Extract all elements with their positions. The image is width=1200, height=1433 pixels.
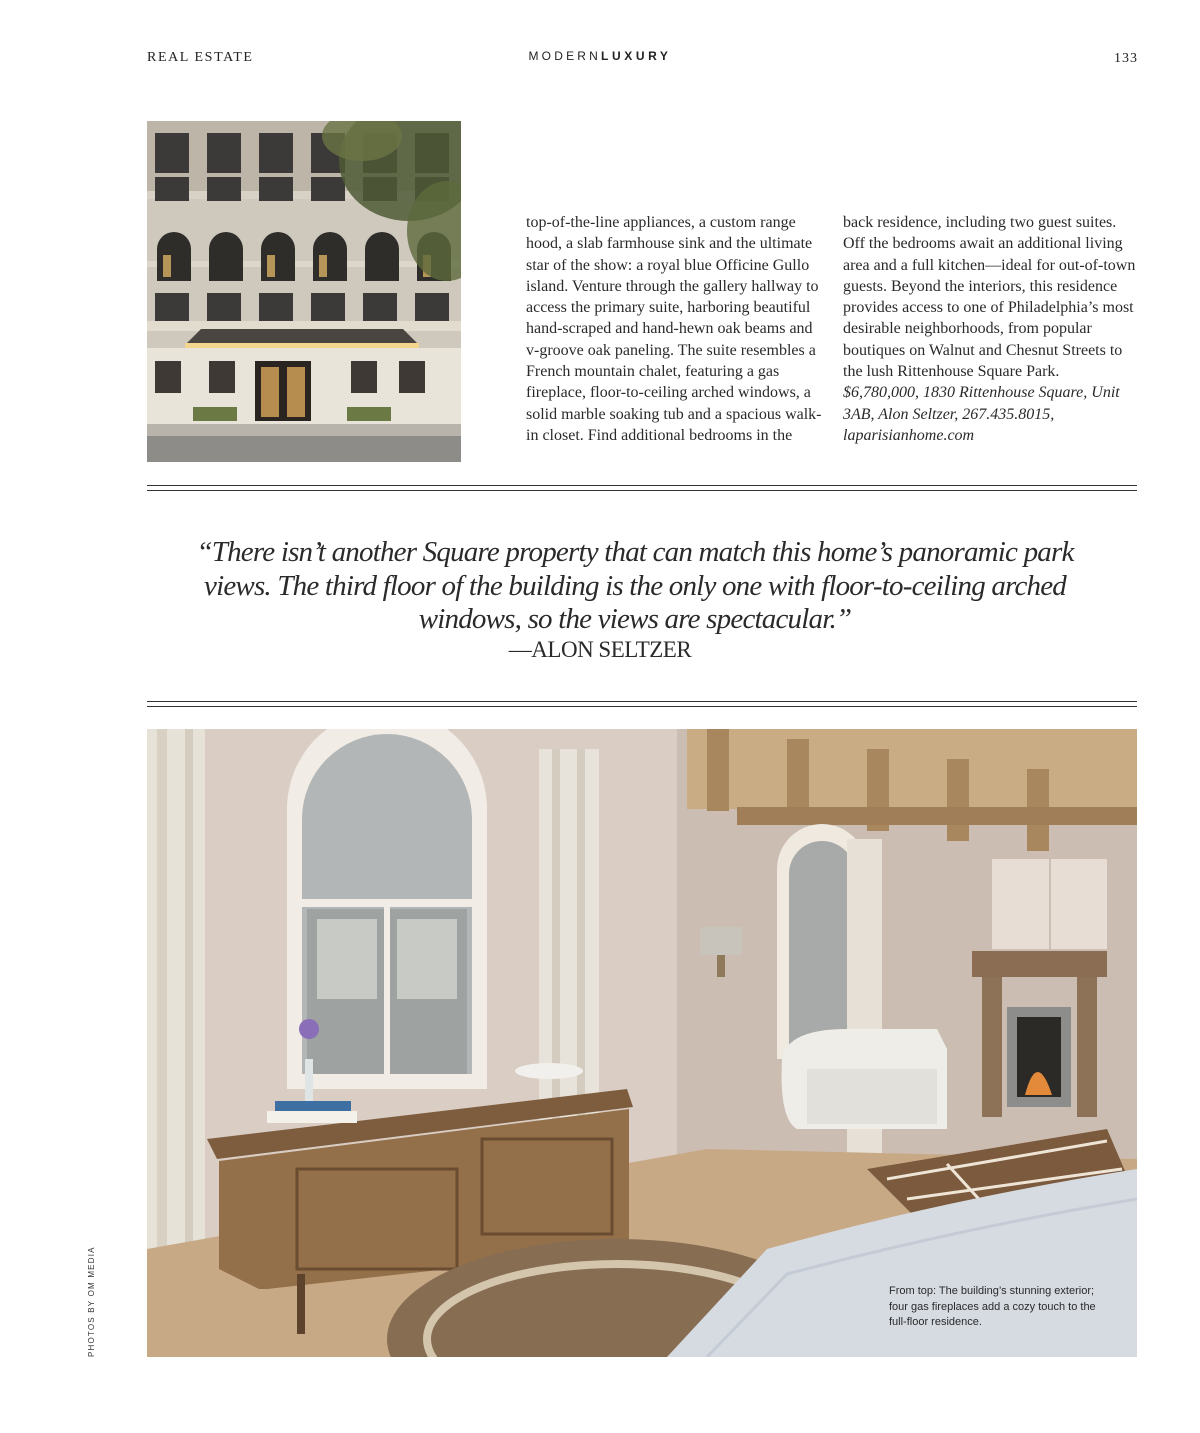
magazine-logo bbox=[0, 49, 1200, 63]
logo-light: MODERN bbox=[528, 49, 602, 63]
article-column-1 bbox=[526, 212, 826, 446]
bedroom-interior-photo bbox=[147, 729, 1137, 1357]
building-exterior-photo bbox=[147, 121, 461, 462]
article-column-1-text: top-of-the-line appliances, a custom range hood, a slab farmhouse sink and the ultimate star of the show: a royal blue Officine Gullo island. Venture through the gallery hallway to access the primary suite, harboring beautiful hand-scraped and hand-hewn oak beams and v-groove oak paneling. The suite resembles a French mountain chalet, featuring a gas fireplace, floor-to-ceiling arched windows, a solid marble soaking tub and a spacious walk-in closet. Find additional bedrooms in the bbox=[526, 214, 822, 444]
photo-credit: PHOTOS BY OM MEDIA bbox=[87, 1246, 96, 1357]
article-column-2-text: back residence, including two guest suites. Off the bedrooms await an additional living area and a full kitchen—ideal for out-of-town guests. Beyond the interiors, this residence provides access to one of Philadelphia’s most desirable neighborhoods, from popular boutiques on Walnut and Chesnut Streets to the lush Rittenhouse Square Park. bbox=[843, 214, 1136, 381]
pull-quote: “There isn’t another Square property that can match this home’s panoramic park views. The third floor of the building is the only one with floor-to-ceiling arched windows, so the views are spectacular.” bbox=[196, 536, 1074, 635]
pull-quote-attribution: —ALON SELTZER bbox=[508, 637, 692, 662]
divider-top bbox=[147, 485, 1137, 491]
article-column-2 bbox=[843, 212, 1140, 446]
section-label: REAL ESTATE bbox=[147, 50, 254, 65]
divider-bottom bbox=[147, 701, 1137, 707]
logo-bold: LUXURY bbox=[601, 49, 672, 63]
photo-caption: From top: The building’s stunning exterior; four gas fireplaces add a cozy touch to the full-floor residence. bbox=[889, 1285, 1096, 1328]
page-number: 133 bbox=[1114, 51, 1138, 66]
listing-details: $6,780,000, 1830 Rittenhouse Square, Unit 3AB, Alon Seltzer, 267.435.8015, laparisianhome.com bbox=[843, 384, 1120, 444]
